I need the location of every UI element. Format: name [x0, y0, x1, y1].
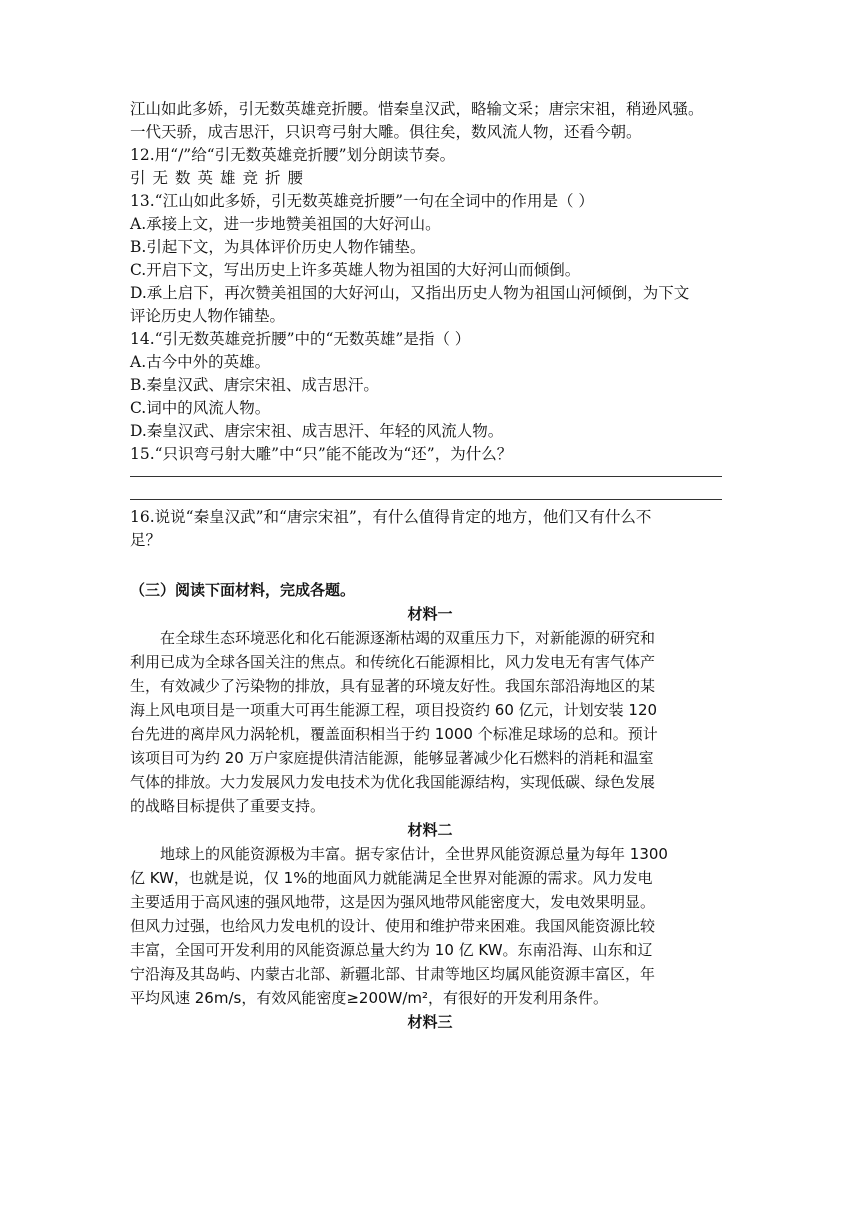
paragraph-line: 台先进的离岸风力涡轮机，覆盖面积相当于约 1000 个标准足球场的总和。预计 [130, 725, 658, 743]
question-stem: 12.用“/”给“引无数英雄竞折腰”划分朗读节奏。 [130, 146, 456, 164]
paragraph-line: 地球上的风能资源极为丰富。据专家估计，全世界风能资源总量为每年 1300 [160, 845, 668, 863]
material-1-title: 材料一 [407, 605, 453, 623]
question-stem-continued: 足？ [130, 531, 162, 549]
option-b: B.引起下文，为具体评价历史人物作铺垫。 [130, 238, 426, 256]
question-16 [130, 506, 730, 552]
paragraph-line: 主要适用于高风速的强风地带，这是因为强风地带风能密度大，发电效果明显。 [130, 893, 656, 911]
option-a: A.承接上文，进一步地赞美祖国的大好河山。 [130, 215, 441, 233]
option-c: C.词中的风流人物。 [130, 399, 271, 417]
section-heading: （三）阅读下面材料，完成各题。 [130, 581, 356, 599]
material-3-title: 材料三 [407, 1013, 453, 1031]
material-1-text [130, 626, 730, 818]
poem-text [130, 98, 730, 144]
option-b: B.秦皇汉武、唐宗宋祖、成吉思汗。 [130, 376, 379, 394]
question-14 [130, 328, 730, 443]
poem-line: 一代天骄，成吉思汗，只识弯弓射大雕。俱往矣，数风流人物，还看今朝。 [130, 123, 642, 141]
poem-line: 江山如此多娇，引无数英雄竞折腰。惜秦皇汉武，略输文采；唐宗宋祖，稍逊风骚。 [130, 100, 704, 118]
paragraph-line: 在全球生态环境恶化和化石能源逐渐枯竭的双重压力下，对新能源的研究和 [160, 629, 656, 647]
option-c: C.开启下文，写出历史上许多英雄人物为祖国的大好河山而倾倒。 [130, 261, 581, 279]
question-stem: 13.“江山如此多娇，引无数英雄竞折腰”一句在全词中的作用是（ ） [130, 192, 594, 210]
paragraph-line: 气体的排放。大力发展风力发电技术为优化我国能源结构，实现低碳、绿色发展 [130, 773, 656, 791]
paragraph-line: 亿 KW，也就是说，仅 1%的地面风力就能满足全世界对能源的需求。风力发电 [130, 869, 653, 887]
question-stem: 14.“引无数英雄竞折腰”中的“无数英雄”是指（ ） [130, 330, 471, 348]
option-a: A.古今中外的英雄。 [130, 353, 271, 371]
material-2-title: 材料二 [407, 821, 453, 839]
option-d: D.秦皇汉武、唐宗宋祖、成吉思汗、年轻的风流人物。 [130, 422, 504, 440]
question-13 [130, 190, 730, 328]
paragraph-line: 但风力过强，也给风力发电机的设计、使用和维护带来困难。我国风能资源比较 [130, 917, 656, 935]
answer-line [130, 476, 722, 477]
paragraph-line: 生，有效减少了污染物的排放，具有显著的环境友好性。我国东部沿海地区的某 [130, 677, 656, 695]
paragraph-line: 海上风电项目是一项重大可再生能源工程，项目投资约 60 亿元，计划安装 120 [130, 701, 658, 719]
paragraph-line: 丰富，全国可开发利用的风能资源总量大约为 10 亿 KW。东南沿海、山东和辽 [130, 941, 653, 959]
question-15 [130, 443, 730, 500]
question-stem: 15.“只识弯弓射大雕”中“只”能不能改为“还”，为什么？ [130, 445, 513, 463]
material-2-text [130, 842, 730, 1010]
option-d: D.承上启下，再次赞美祖国的大好河山，又指出历史人物为祖国山河倾倒，为下文 [130, 284, 690, 302]
question-12 [130, 144, 730, 190]
answer-line [130, 499, 722, 500]
option-d-continued: 评论历史人物作铺垫。 [130, 307, 286, 325]
paragraph-line: 该项目可为约 20 万户家庭提供清洁能源，能够显著减少化石燃料的消耗和温室 [130, 749, 654, 767]
paragraph-line: 宁沿海及其岛屿、内蒙古北部、新疆北部、甘肃等地区均属风能资源丰富区，年 [130, 965, 656, 983]
document-page [130, 98, 730, 1034]
paragraph-line: 利用已成为全球各国关注的焦点。和传统化石能源相比，风力发电无有害气体产 [130, 653, 656, 671]
paragraph-line: 平均风速 26m/s，有效风能密度≥200W/m²，有很好的开发利用条件。 [130, 989, 609, 1007]
question-stem: 16.说说“秦皇汉武”和“唐宗宋祖”，有什么值得肯定的地方，他们又有什么不 [130, 508, 652, 526]
rhythm-line: 引无数英雄竞折腰 [130, 169, 311, 187]
paragraph-line: 的战略目标提供了重要支持。 [130, 797, 326, 815]
